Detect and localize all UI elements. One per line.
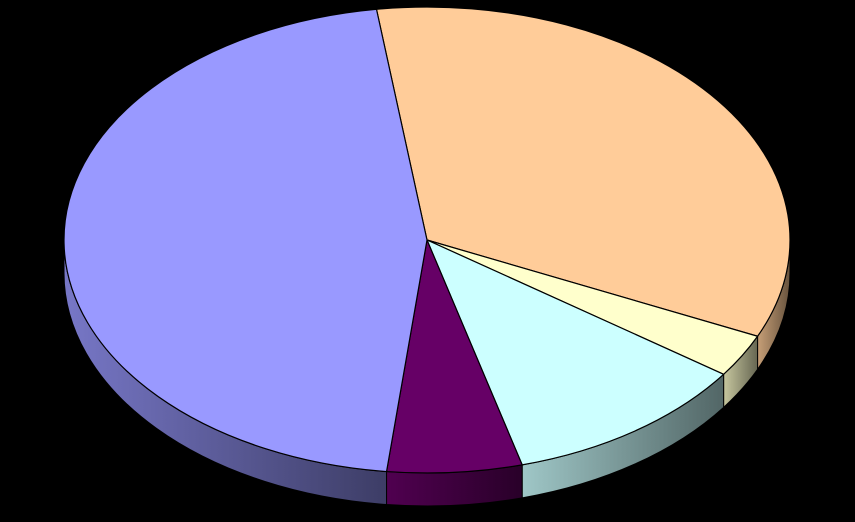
pie-top (64, 7, 790, 473)
pie-slice-5 (64, 9, 427, 471)
